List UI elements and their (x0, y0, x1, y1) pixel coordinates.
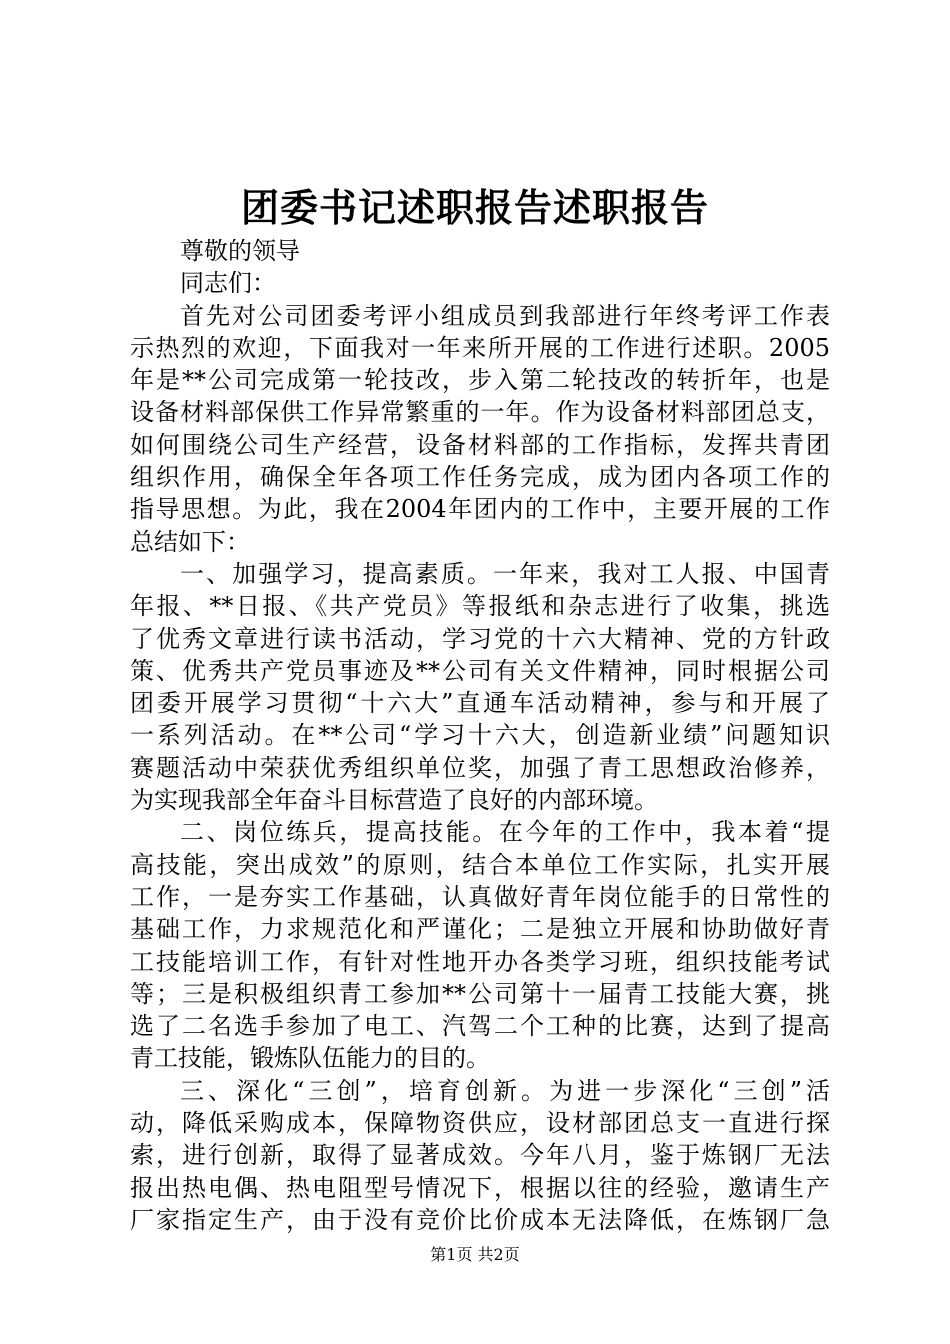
body-line: 一系列活动。在**公司“学习十六大，创造新业绩”问题知识 (130, 721, 830, 750)
body-line: 等；三是积极组织青工参加**公司第十一届青工技能大赛，挑 (130, 979, 830, 1008)
body-line: 了优秀文章进行读书活动，学习党的十六大精神、党的方针政 (130, 624, 830, 653)
body-line: 高技能，突出成效”的原则，结合本单位工作实际，扎实开展 (130, 850, 830, 879)
body-line: 三、深化“三创”，培育创新。为进一步深化“三创”活 (180, 1076, 830, 1105)
body-line: 报出热电偶、热电阻型号情况下，根据以往的经验，邀请生产 (130, 1173, 830, 1202)
body-line: 如何围绕公司生产经营，设备材料部的工作指标，发挥共青团 (130, 430, 830, 459)
body-line: 索，进行创新，取得了显著成效。今年八月，鉴于炼钢厂无法 (130, 1141, 830, 1170)
body-line: 同志们： (180, 269, 276, 298)
body-line: 示热烈的欢迎，下面我对一年来所开展的工作进行述职。2005 (130, 333, 830, 362)
body-line: 总结如下： (130, 527, 250, 556)
body-line: 年是**公司完成第一轮技改，步入第二轮技改的转折年，也是 (130, 366, 830, 395)
body-line: 组织作用，确保全年各项工作任务完成，成为团内各项工作的 (130, 463, 830, 492)
body-line: 赛题活动中荣获优秀组织单位奖，加强了青工思想政治修养， (130, 753, 830, 782)
body-line: 工技能培训工作，有针对性地开办各类学习班，组织技能考试 (130, 947, 830, 976)
body-line: 动，降低采购成本，保障物资供应，设材部团总支一直进行探 (130, 1109, 830, 1138)
body-line: 二、岗位练兵，提高技能。在今年的工作中，我本着“提 (180, 818, 830, 847)
document-title: 团委书记述职报告述职报告 (240, 185, 709, 230)
body-line: 基础工作，力求规范化和严谨化；二是独立开展和协助做好青 (130, 915, 830, 944)
body-line: 一、加强学习，提高素质。一年来，我对工人报、中国青 (180, 559, 830, 588)
body-line: 尊敬的领导 (180, 237, 300, 265)
body-line: 厂家指定生产，由于没有竞价比价成本无法降低，在炼钢厂急 (130, 1205, 830, 1234)
body-line: 团委开展学习贯彻“十六大”直通车活动精神，参与和开展了 (130, 689, 830, 718)
body-line: 策、优秀共产党员事迹及**公司有关文件精神，同时根据公司 (130, 656, 830, 685)
document-body (130, 235, 830, 1236)
body-line: 选了二名选手参加了电工、汽驾二个工种的比赛，达到了提高 (130, 1012, 830, 1041)
page-footer: 第1页 共2页 (430, 1245, 520, 1264)
body-line: 年报、**日报、《共产党员》等报纸和杂志进行了收集，挑选 (130, 592, 830, 621)
body-line: 为实现我部全年奋斗目标营造了良好的内部环境。 (130, 786, 658, 815)
body-line: 指导思想。为此，我在2004年团内的工作中，主要开展的工作 (130, 495, 830, 524)
body-line: 青工技能，锻炼队伍能力的目的。 (130, 1044, 490, 1073)
body-line: 工作，一是夯实工作基础，认真做好青年岗位能手的日常性的 (130, 882, 830, 911)
body-line: 首先对公司团委考评小组成员到我部进行年终考评工作表 (180, 301, 830, 330)
body-line: 设备材料部保供工作异常繁重的一年。作为设备材料部团总支， (130, 398, 830, 427)
